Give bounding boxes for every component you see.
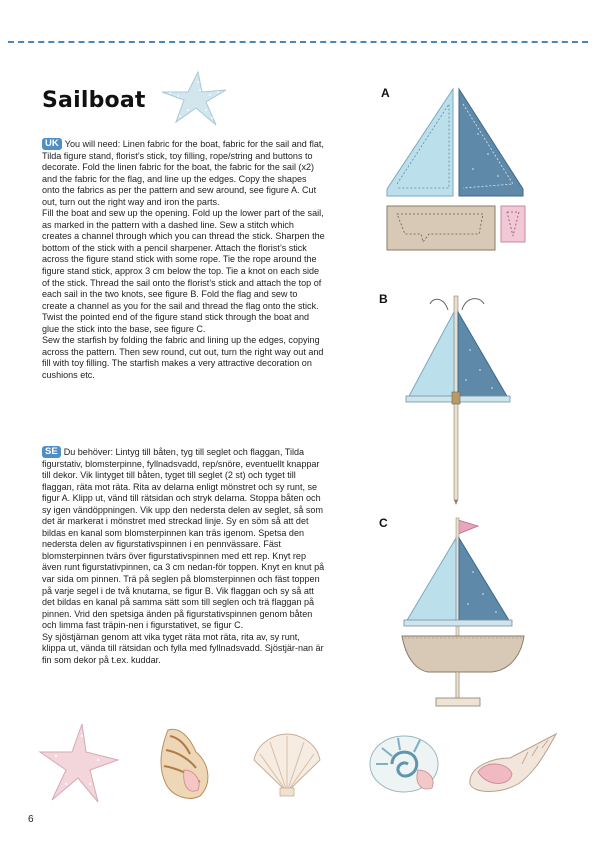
figure-label-c: C (379, 516, 388, 530)
uk-instructions (42, 138, 325, 381)
se-paragraph-1: Du behöver: Lintyg till båten, tyg till seglet och flaggan, Tilda figurstativ, blomsterpinne, fyllnadsvadd, rep/snöre, eventuellt knappar till dekor. Vik lintyget till båten, tyget till seglet (2 st) och tyget till flaggan, räta mot räta. Rita av delarna enligt mönstret och sy runt, se figur A. Klipp ut, vänd till rätsidan och stryk delarna. Stoppa båten och sy igen vändöppningen. Vik upp den nedersta delen av seglet, så som det är markerat i mönstret med streckad linje. Sy en söm så att det bildas en kanal som blomsterpinnen kan träs igenom. Spetsa den nedersta delen av figurstativspinnen i en pennvässare. Fäst blomsterpinnen tvärs över figurstativspinnen med ett rep. Knyt rep även runt figurstativpinnen, ca 3 cm nedan-för toppen. Knyt en knut på var sida om pinnen. Trä på seglen på blomsterpinnen och fäst toppen på varje segel i de två knutarna, se figur B. Vik flaggan och sy så att det bildas en kanal på samma sätt som till seglen och trä flaggan på pinnen. Vrid den spetsiga änden på figurstativspinnen genom båten och limma fast träpin-nen i figurstativet, se figur C. (42, 447, 325, 631)
page-title: Sailboat (42, 88, 146, 113)
whelk-shell-icon (150, 724, 220, 802)
nautilus-shell-icon (362, 730, 442, 800)
page-number: 6 (28, 814, 34, 825)
top-dashed-rule (8, 41, 588, 43)
uk-paragraph-2: Fill the boat and sew up the opening. Fold up the lower part of the sail, as marked in the pattern with a dashed line. Sew a stitch which creates a channel through which you can thread the stick. Sharpen the bottom of the stick with a pencil sharpener. Attach the florist’s stick across the figure stand stick with some rope. Tie the rope around the figure stand stick, approx 3 cm below the top. Tie a knot on each side of the stick. Thread the sail onto the florist’s stick and attach the top of each sail in the two knots, see figure B. Fold the flag and sew to create a channel as you for the sail and thread the flag onto the stick. Twist the pointed end of the figure stand stick through the boat and glue the stick into the base, see figure C. (42, 208, 325, 334)
figure-label-a: A (381, 86, 390, 100)
starfish-icon (38, 722, 120, 804)
figure-a-pattern (383, 84, 533, 264)
se-instructions (42, 446, 325, 666)
scallop-shell-icon (248, 730, 326, 798)
uk-badge: UK (42, 138, 62, 150)
figure-c-finished-boat (388, 512, 538, 722)
uk-paragraph-1: You will need: Linen fabric for the boat, fabric for the sail and flat, Tilda figure stand, florist’s stick, toy filling, rope/string and buttons to decorate. Fold the linen fabric for the boat, the fabric for the sail (x2) and the fabric for the flag, and line up the edges. Copy the shapes onto the fabrics as per the pattern and sew around, see figure A. Cut out, turn out the right way and iron the parts. (42, 139, 324, 207)
se-badge: SE (42, 446, 61, 458)
conch-shell-icon (460, 728, 560, 798)
se-paragraph-2: Sy sjöstjärnan genom att vika tyget räta mot räta, rita av, sy runt, klippa ut, vända till rätsidan och fylla med fyllnadsvadd. Sjöstjär-nan är fin som dekor på t.ex. kuddar. (42, 631, 324, 665)
starfish-icon (158, 70, 228, 128)
figure-b-sail-on-stand (400, 290, 530, 505)
uk-paragraph-3: Sew the starfish by folding the fabric and lining up the edges, copying across the pattern. Then sew round, cut out, turn the right way out and fill with toy filling. The starfish makes a very attractive decoration on cushions etc. (42, 335, 324, 380)
figure-label-b: B (379, 292, 388, 306)
